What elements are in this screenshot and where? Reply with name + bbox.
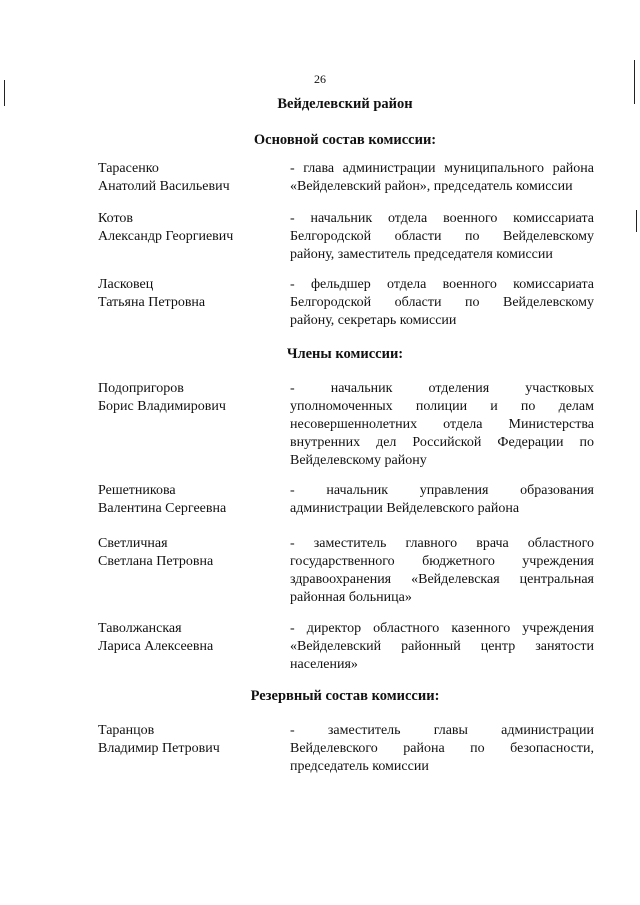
scan-artifact-left	[4, 80, 5, 106]
role-line: - глава администрации муниципального района	[290, 161, 594, 176]
role-line: «Вейделевский районный центр занятости	[290, 639, 594, 654]
member-role	[290, 210, 594, 264]
role-line: Белгородской области по Вейделевскому	[290, 229, 594, 244]
member-name	[98, 722, 278, 758]
member-name	[98, 380, 278, 416]
member-given-names: Лариса Алексеевна	[98, 639, 214, 654]
role-line: - заместитель главы администрации	[290, 723, 594, 738]
role-line: - заместитель главного врача областного	[290, 536, 594, 551]
role-line: «Вейделевский район», председатель комиссии	[290, 179, 573, 194]
role-line: районная больница»	[290, 590, 412, 605]
member-role	[290, 160, 594, 196]
member-given-names: Борис Владимирович	[98, 399, 226, 414]
role-line: внутренних дел Российской Федерации по	[290, 435, 594, 450]
member-given-names: Анатолий Васильевич	[98, 179, 230, 194]
member-given-names: Валентина Сергеевна	[98, 501, 227, 516]
member-given-names: Светлана Петровна	[98, 554, 214, 569]
member-surname: Ласковец	[98, 277, 154, 292]
member-name	[98, 482, 278, 518]
section-heading-main: Основной состав комиссии:	[253, 132, 437, 148]
member-name	[98, 535, 278, 571]
member-role	[290, 722, 594, 776]
role-line: - начальник отдела военного комиссариата	[290, 211, 594, 226]
role-line: уполномоченных полиции и по делам	[290, 399, 594, 414]
role-line: Вейделевского района по безопасности,	[290, 741, 594, 756]
member-surname: Светличная	[98, 536, 168, 551]
member-surname: Таволжанская	[98, 621, 182, 636]
member-role	[290, 535, 594, 607]
role-line: несовершеннолетних отдела Министерства	[290, 417, 594, 432]
role-line: государственного бюджетного учреждения	[290, 554, 594, 569]
member-surname: Решетникова	[98, 483, 176, 498]
role-line: - начальник отделения участковых	[290, 381, 594, 396]
member-given-names: Владимир Петрович	[98, 741, 220, 756]
section-heading-reserve: Резервный состав комиссии:	[250, 688, 440, 704]
member-name	[98, 620, 278, 656]
section-heading-members: Члены комиссии:	[286, 346, 404, 362]
member-surname: Котов	[98, 211, 133, 226]
scan-artifact-right	[634, 60, 635, 104]
member-name	[98, 210, 278, 246]
role-line: населения»	[290, 657, 358, 672]
district-title: Вейделевский район	[277, 96, 413, 112]
role-line: здравоохранения «Вейделевская центральная	[290, 572, 594, 587]
member-role	[290, 276, 594, 330]
scan-artifact-right-lower	[636, 210, 637, 232]
member-surname: Таранцов	[98, 723, 155, 738]
role-line: - фельдшер отдела военного комиссариата	[290, 277, 594, 292]
member-surname: Подопригоров	[98, 381, 184, 396]
member-given-names: Татьяна Петровна	[98, 295, 206, 310]
role-line: Вейделевскому району	[290, 453, 427, 468]
role-line: - начальник управления образования	[290, 483, 594, 498]
page-number: 26	[314, 72, 326, 86]
member-given-names: Александр Георгиевич	[98, 229, 234, 244]
member-role	[290, 482, 594, 518]
member-surname: Тарасенко	[98, 161, 159, 176]
member-name	[98, 276, 278, 312]
member-name	[98, 160, 278, 196]
member-role	[290, 620, 594, 674]
role-line: - директор областного казенного учреждения	[290, 621, 594, 636]
role-line: Белгородской области по Вейделевскому	[290, 295, 594, 310]
role-line: администрации Вейделевского района	[290, 501, 520, 516]
role-line: председатель комиссии	[290, 759, 429, 774]
role-line: району, заместитель председателя комиссии	[290, 247, 553, 262]
member-role	[290, 380, 594, 470]
role-line: району, секретарь комиссии	[290, 313, 457, 328]
